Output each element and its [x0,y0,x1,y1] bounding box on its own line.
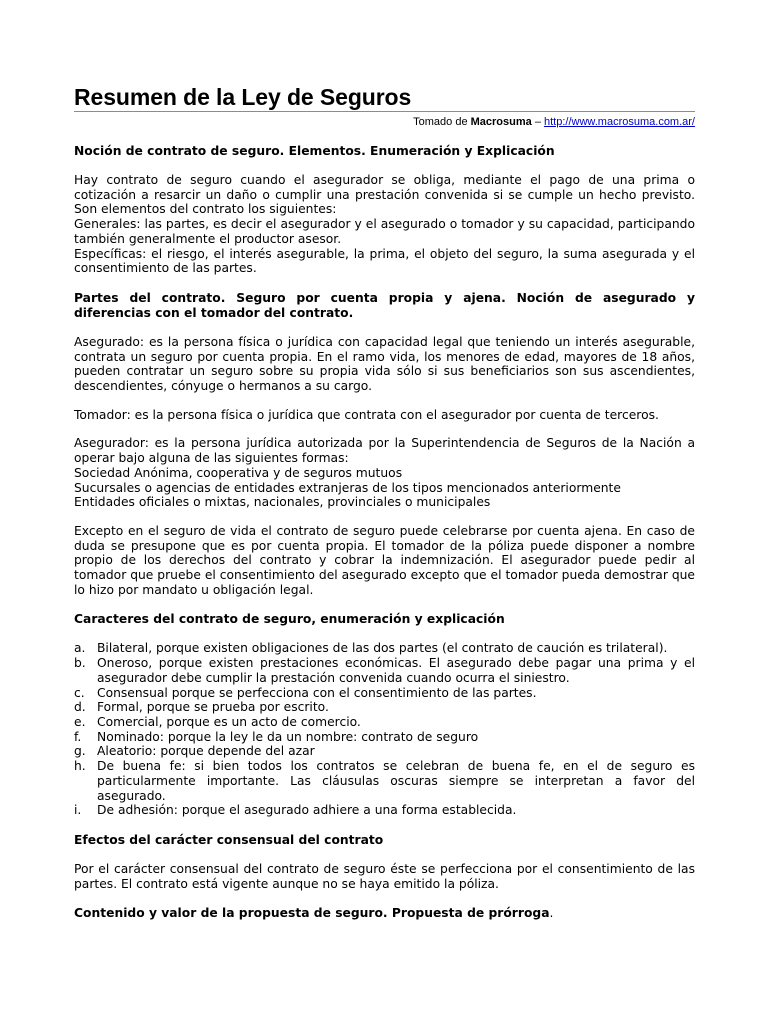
title-rule [74,111,695,112]
list-item [74,700,695,715]
list-item-text: Aleatorio: porque depende del azar [97,744,315,759]
source-brand: Macrosuma [470,116,532,128]
list-marker: g. [74,744,86,759]
list-item-text: Consensual porque se perfecciona con el consentimiento de las partes. [97,685,537,700]
section-heading-text: Contenido y valor de la propuesta de seguro. Propuesta de prórroga [74,906,550,921]
section-heading: Noción de contrato de seguro. Elementos. Enumeración y Explicación [74,144,555,158]
caracteres-list [74,641,695,817]
source-separator: – [531,116,544,128]
list-marker: a. [74,641,86,656]
list-item [74,686,695,701]
paragraph-text: Generales: las partes, es decir el asegurador y el asegurado o tomador y su capacidad, participando también generalmente el productor asesor. [74,217,695,246]
list-item-text: De adhesión: porque el asegurado adhiere a una forma establecida. [97,803,517,818]
paragraph-excepto: Excepto en el seguro de vida el contrato de seguro puede celebrarse por cuenta ajena. En caso de duda se presupone que es por cuenta propia. El tomador de la póliza puede disponer a nombre propio de los derechos del contrato y cobrar la indemnización. El asegurador puede pedir al tomador que pruebe el consentimiento del asegurado excepto que el tomador pueda demostrar que lo hizo por mandato u obligación legal. [74,523,695,597]
list-item [74,641,695,656]
section-heading-tail: . [549,906,554,921]
list-item-text: Oneroso, porque existen prestaciones económicas. El asegurado debe pagar una prima y el asegurador debe cumplir la prestación convenida cuando ocurra el siniestro. [97,656,695,685]
section-contrato-seguro [74,144,695,276]
paragraph-text: Sociedad Anónima, cooperativa y de seguros mutuos [74,465,403,480]
list-item [74,715,695,730]
paragraph-asegurador [74,436,695,510]
section-propuesta [74,906,695,921]
section-heading: Efectos del carácter consensual del contrato [74,832,384,847]
source-link[interactable]: http://www.macrosuma.com.ar/ [544,116,695,128]
list-marker: i. [74,803,82,818]
source-credit [74,115,695,129]
paragraph-text: Específicas: el riesgo, el interés asegurable, la prima, el objeto del seguro, la suma asegurada y el consentimiento de las partes. [74,246,695,276]
list-marker: d. [74,700,86,715]
section-efectos-consensual [74,833,695,891]
section-caracteres [74,612,695,817]
paragraph-tomador: Tomador: es la persona física o jurídica que contrata con el asegurador por cuenta de terceros. [74,407,659,422]
list-marker: h. [74,759,86,774]
list-item-text: Bilateral, porque existen obligaciones de las dos partes (el contrato de caución es trilateral). [97,641,668,656]
paragraph-text: Entidades oficiales o mixtas, nacionales, provinciales o municipales [74,495,491,510]
list-item [74,656,695,685]
section-partes-contrato [74,291,695,598]
list-item-text: Nominado: porque la ley le da un nombre: contrato de seguro [97,729,479,744]
list-item [74,744,695,759]
paragraph-text: Sucursales o agencias de entidades extranjeras de los tipos mencionados anteriormente [74,480,621,495]
list-item-text: De buena fe: si bien todos los contratos se celebran de buena fe, en el de seguro es particularmente importante. Las cláusulas oscuras siempre se interpretan a favor del asegurado. [97,759,695,803]
list-marker: f. [74,729,82,744]
document-title: Resumen de la Ley de Seguros [74,84,412,110]
paragraph-asegurado: Asegurado: es la persona física o jurídica con capacidad legal que teniendo un interés asegurable, contrata un seguro por cuenta propia. En el ramo vida, los menores de edad, mayores de 18 años, pueden contratar un seguro sobre su propia vida sólo si sus beneficiarios son sus ascendientes, descendientes, cónyuge o hermanos a su cargo. [74,334,695,394]
paragraph-text: Asegurador: es la persona jurídica autorizada por la Superintendencia de Seguros de la Nación a operar bajo alguna de las siguientes formas: [74,436,695,466]
list-item-text: Comercial, porque es un acto de comercio. [97,714,361,729]
list-marker: b. [74,656,86,671]
list-item [74,759,695,803]
paragraph: Por el carácter consensual del contrato de seguro éste se perfecciona por el consentimiento de las partes. El contrato está vigente aunque no se haya emitido la póliza. [74,861,695,891]
list-item-text: Formal, porque se prueba por escrito. [97,700,329,715]
paragraph-text: Hay contrato de seguro cuando el asegurador se obliga, mediante el pago de una prima o cotización a resarcir un daño o cumplir una prestación convenida si se cumple un hecho previsto. Son elementos del contrato los siguientes: [74,173,695,217]
source-prefix: Tomado de [413,116,471,128]
section-heading [74,906,695,921]
list-item [74,730,695,745]
list-item [74,803,695,818]
section-heading: Caracteres del contrato de seguro, enumeración y explicación [74,612,505,627]
list-marker: c. [74,685,85,700]
paragraph [74,173,695,276]
section-heading: Partes del contrato. Seguro por cuenta propia y ajena. Noción de asegurado y diferencias con el tomador del contrato. [74,290,695,320]
list-marker: e. [74,714,86,729]
